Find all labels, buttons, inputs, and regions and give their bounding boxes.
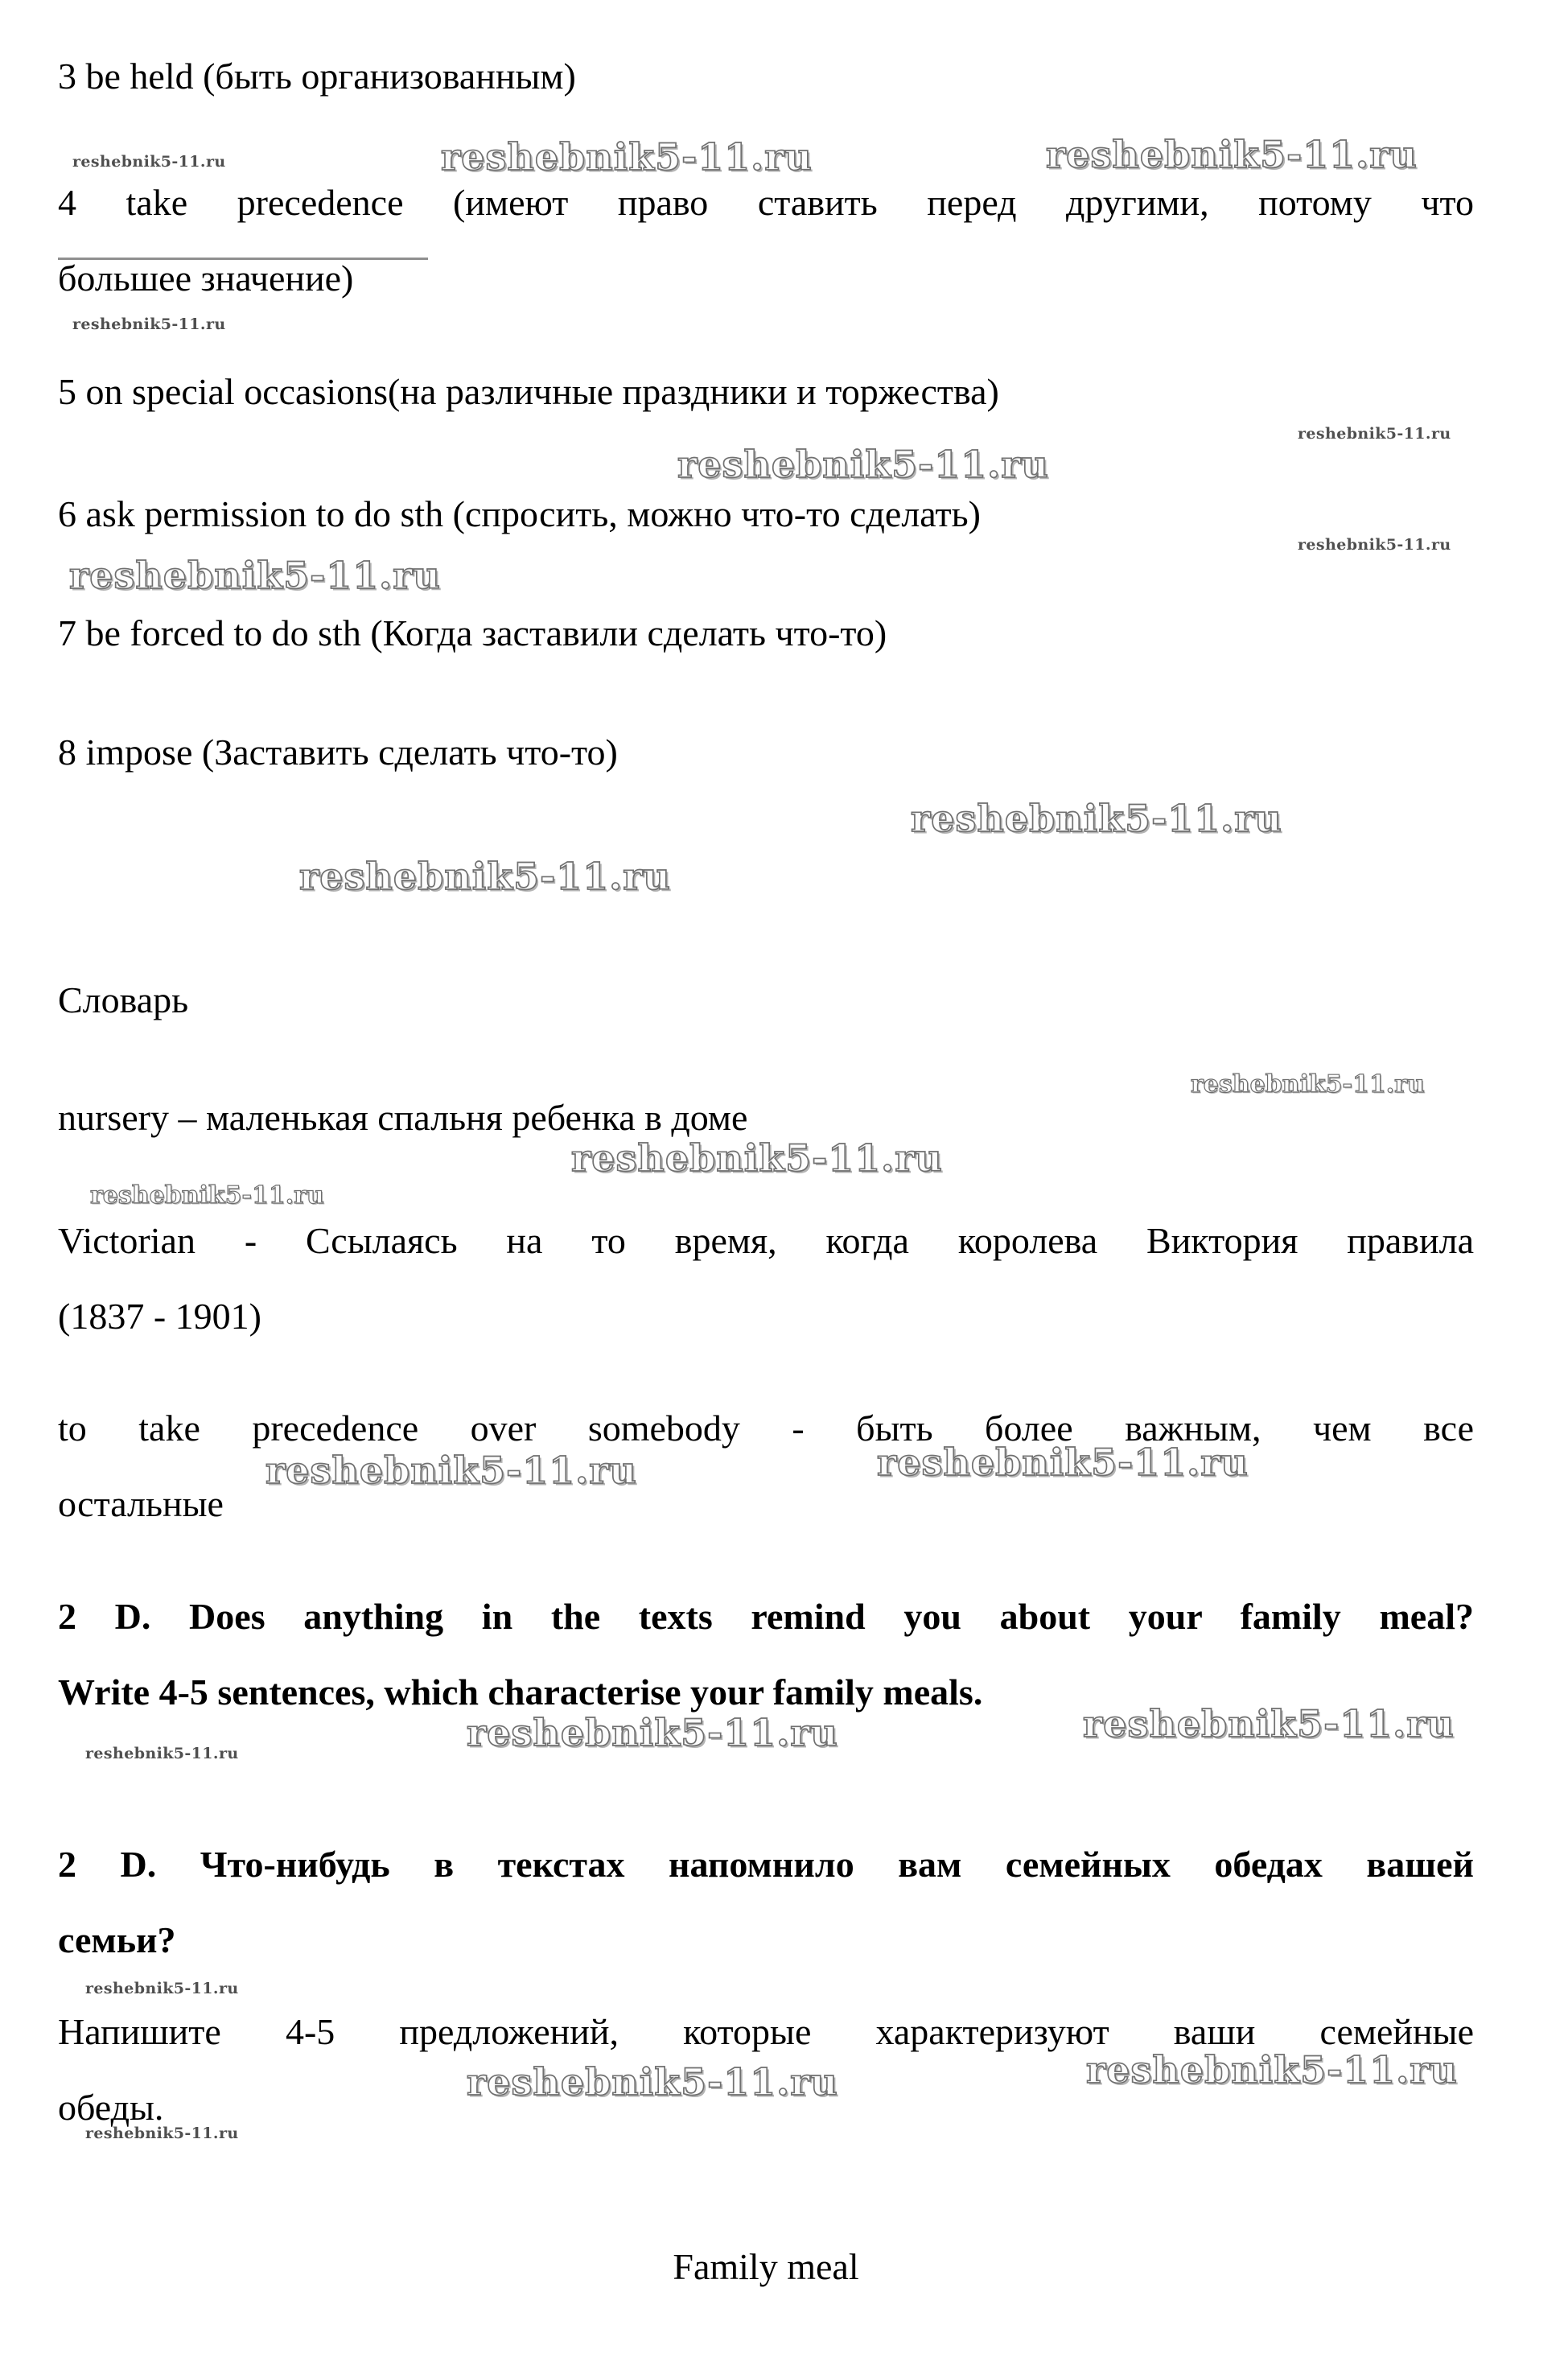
- task-instruction-russian: [58, 1994, 1474, 2145]
- watermark-text: reshebnik5-11.ru: [1191, 1070, 1425, 1098]
- watermark-text: reshebnik5-11.ru: [877, 1441, 1249, 1484]
- vocab-item-7-text: 7 be forced to do sth (Когда заставили сделать что-то): [58, 612, 887, 653]
- answer-title-text: Family meal: [673, 2246, 859, 2287]
- vocab-entry-precedence-line2: остальные: [58, 1483, 224, 1524]
- watermark-text: reshebnik5-11.ru: [1298, 536, 1451, 554]
- watermark-text: reshebnik5-11.ru: [299, 855, 671, 898]
- watermark-text: reshebnik5-11.ru: [69, 554, 441, 597]
- task-heading-russian: [58, 1827, 1474, 1978]
- vocab-entry-victorian-line2: (1837 - 1901): [58, 1296, 261, 1337]
- watermark-text: reshebnik5-11.ru: [85, 1980, 239, 1997]
- vocab-entry-victorian: [58, 1203, 1474, 1354]
- task-heading-russian-line1: 2 D. Что-нибудь в текстах напомнило вам семейных обедах вашей: [58, 1844, 1474, 1885]
- vocab-item-4-line2: большее значение): [58, 258, 354, 299]
- watermark-text: reshebnik5-11.ru: [72, 153, 226, 171]
- watermark-text: reshebnik5-11.ru: [571, 1136, 943, 1180]
- watermark-text: reshebnik5-11.ru: [72, 315, 226, 333]
- watermark-text: reshebnik5-11.ru: [85, 2125, 239, 2142]
- vocab-item-6-text: 6 ask permission to do sth (спросить, можно что-то сделать): [58, 493, 981, 534]
- watermark-text: reshebnik5-11.ru: [911, 797, 1282, 840]
- vocab-item-7: [58, 596, 1474, 671]
- watermark-text: reshebnik5-11.ru: [85, 1745, 239, 1762]
- task-instruction-russian-line1: Напишите 4-5 предложений, которые характеризуют ваши семейные: [58, 2011, 1474, 2052]
- task-heading-russian-line2: семьи?: [58, 1919, 176, 1960]
- watermark-text: reshebnik5-11.ru: [1046, 133, 1418, 176]
- answer-title: [58, 2229, 1474, 2305]
- task-instruction-russian-line2: обеды.: [58, 2087, 164, 2128]
- vocab-entry-precedence: [58, 1391, 1474, 1542]
- watermark-text: reshebnik5-11.ru: [467, 2060, 838, 2104]
- watermark-text: reshebnik5-11.ru: [441, 135, 813, 179]
- vocab-item-5-text: 5 on special occasions(на различные праздники и торжества): [58, 371, 999, 412]
- watermark-text: reshebnik5-11.ru: [467, 1711, 838, 1754]
- vocabulary-heading-text: Словарь: [58, 979, 189, 1020]
- vocab-item-8-text: 8 impose (Заставить сделать что-то): [58, 732, 618, 773]
- task-heading-english-line1: 2 D. Does anything in the texts remind you about your family meal?: [58, 1596, 1474, 1637]
- vocab-item-3-text: 3 be held (быть организованным): [58, 56, 576, 97]
- task-heading-english-line2: Write 4-5 sentences, which characterise your family meals.: [58, 1671, 983, 1713]
- watermark-text: reshebnik5-11.ru: [1298, 425, 1451, 443]
- vocab-entry-precedence-line1: to take precedence over somebody - быть более важным, чем все: [58, 1408, 1474, 1449]
- vocab-item-8: [58, 715, 1474, 790]
- watermark-text: reshebnik5-11.ru: [90, 1181, 324, 1210]
- vocab-item-5: [58, 354, 1474, 430]
- vocab-item-3: [58, 39, 1474, 114]
- vocab-entry-nursery-text: nursery – маленькая спальня ребенка в доме: [58, 1097, 748, 1138]
- watermark-text: reshebnik5-11.ru: [1086, 2048, 1458, 2092]
- watermark-text: reshebnik5-11.ru: [265, 1449, 637, 1492]
- vocab-entry-nursery: [58, 1080, 1474, 1156]
- task-heading-english: [58, 1579, 1474, 1730]
- vocabulary-heading: [58, 962, 1474, 1038]
- watermark-text: reshebnik5-11.ru: [1083, 1702, 1455, 1746]
- watermark-text: reshebnik5-11.ru: [677, 443, 1049, 486]
- vocab-item-6: [58, 476, 1474, 552]
- vocab-entry-victorian-line1: Victorian - Ссылаясь на то время, когда королева Виктория правила: [58, 1220, 1474, 1261]
- vocab-item-4: [58, 165, 1474, 316]
- vocab-item-4-line1: 4 take precedence (имеют право ставить перед другими, потому что: [58, 182, 1474, 223]
